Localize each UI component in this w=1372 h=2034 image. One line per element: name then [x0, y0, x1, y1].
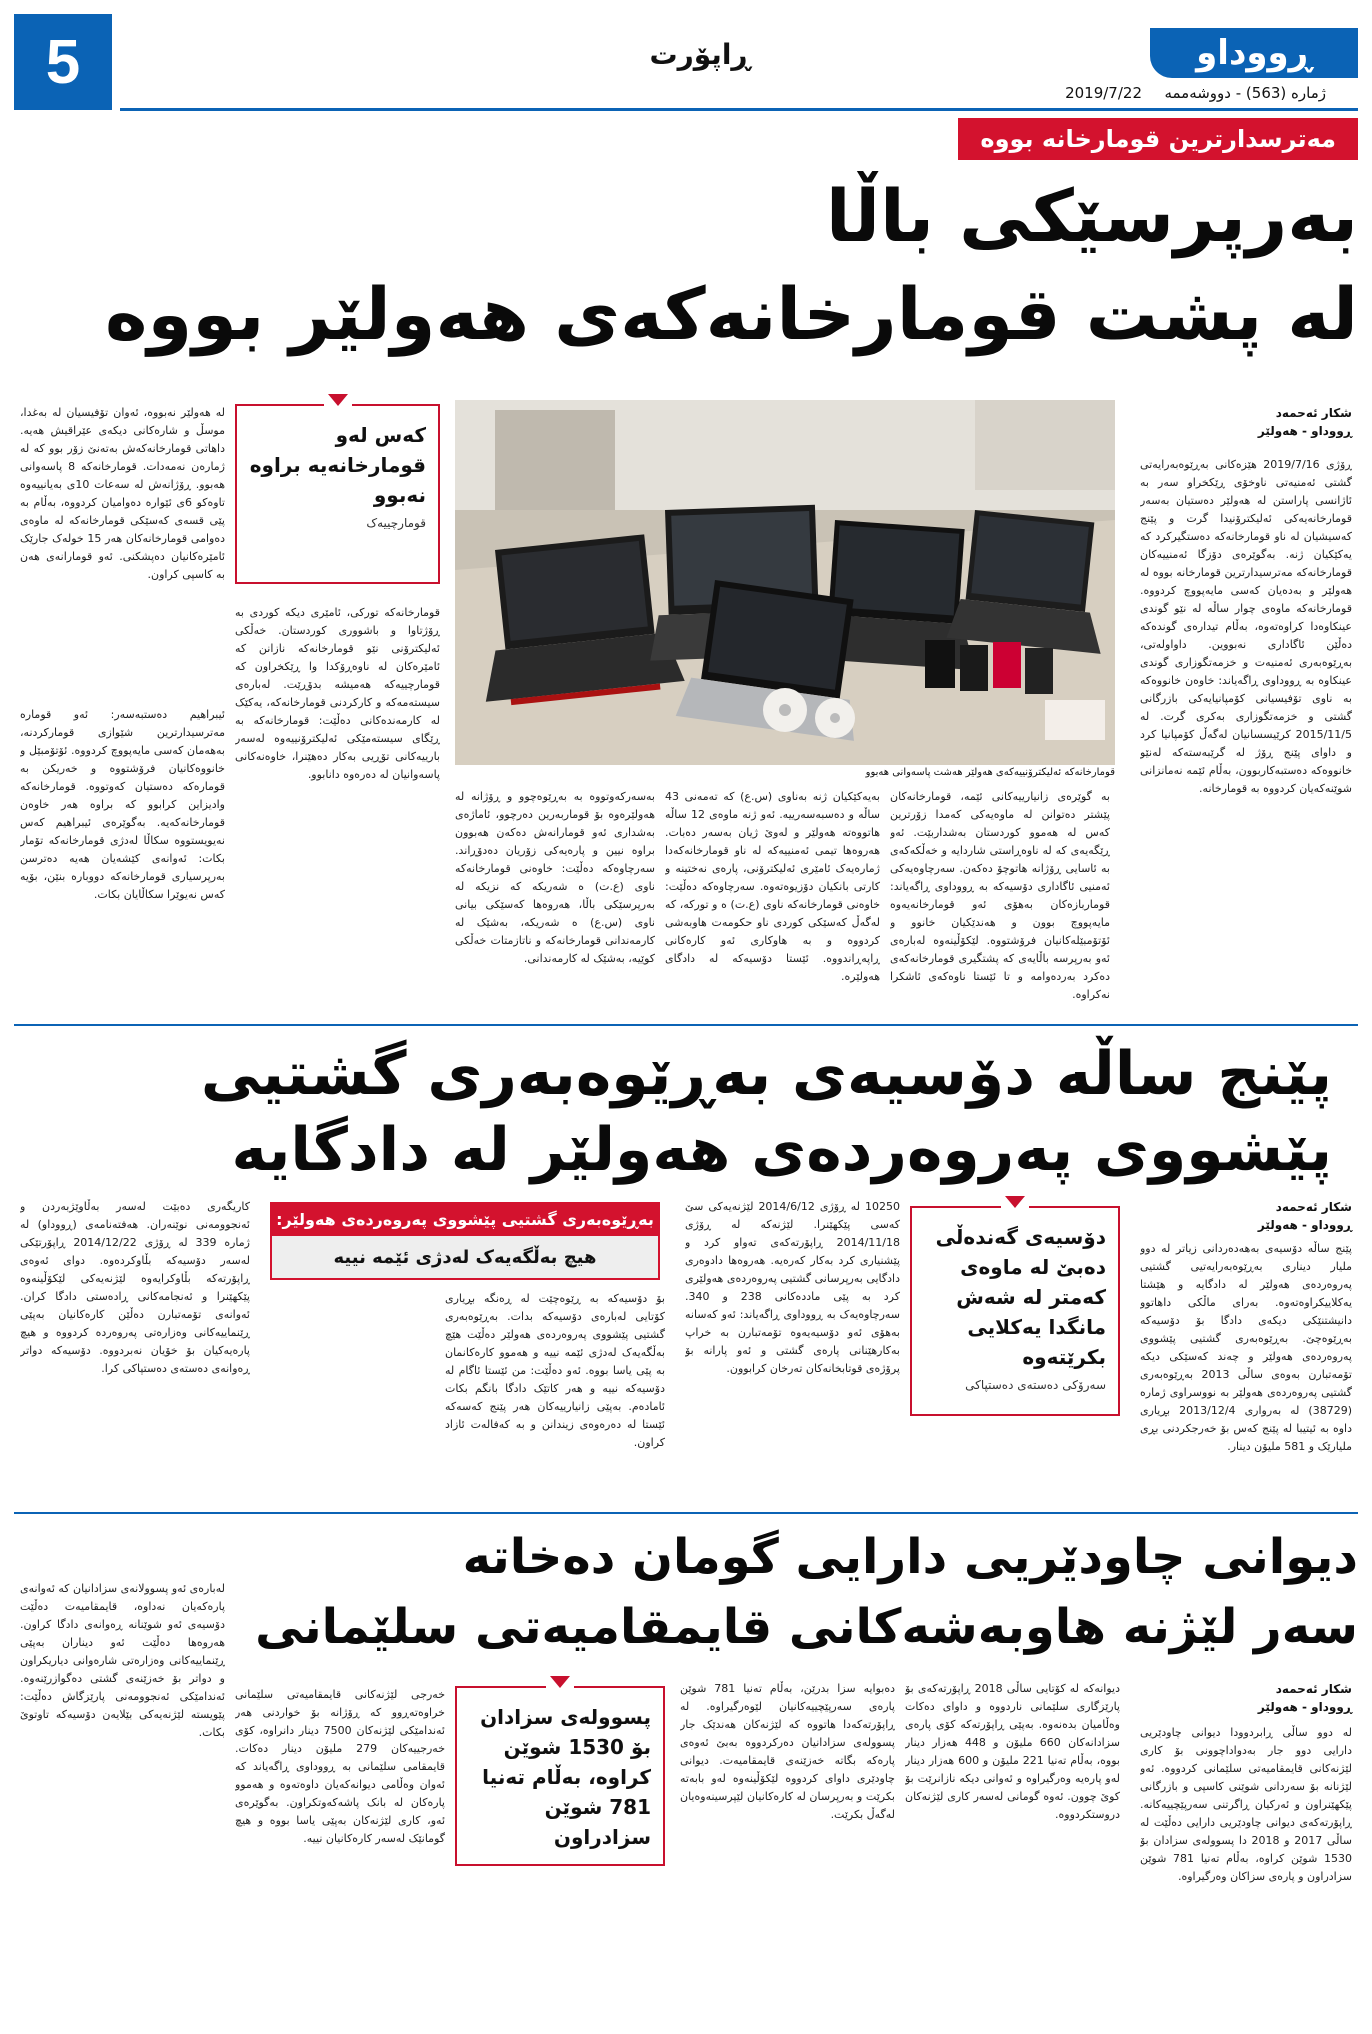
story2-column-3: بۆ دۆسیەکە بە ڕێوەچێت لە ڕەنگە بڕیاری کۆتایی لەبارەی دۆسیەکە بدات. بەڕێوەبەری گشتیی پێشووی پەروەردەی هەولێر دەڵێت هێچ بەڵگەیەک لەدژی ئێمە نییە و هەموو کارەکانمان بە پێی یاسا بووە. ئەو دەڵێت: من ئێستا ئاگام لە دۆسیەکە نییە و هەر کاتێک دادگا بانگم بکات ئامادەم. بەپێی زانیارییەکان هەر پێنج کەسەکە ئێستا لە دەرەوەی زیندانن و بە کەفالەت ئازاد کراون.: [445, 1292, 665, 1449]
story2-byline: [1152, 1198, 1352, 1234]
story2-pullquote: [910, 1206, 1120, 1416]
story1-column-5: قومارخانەکە تورکی، ئامێری دیکە کوردی بە ڕۆژتاوا و باشووری کوردستان. خەڵکی ئەلیکترۆنی نێو قومارخانەکە نازانن کە ئامێرەکان لە ناوەڕۆکدا وا ڕێکخراون کە قومارچییەکە هەمیشە بدۆڕێت. لەبارەی سیستەمەکە و کارکردنی قومارخانەکە، یەکێک لە کارمەندەکانی دەڵێت: قومارخانەکە بە ڕێگای سیستەمێکی ئەلیکترۆنییەوە لەسەر بارییەکانی تۆڕیی بەکار دەهێنرا، خاوەنەکانی پاسەوانیان لە دەرەوە دانابوو.: [235, 606, 440, 781]
pullquote-text: دۆسیەی گەندەڵی دەبێ لە ماوەی کەمتر لە شەش مانگدا یەکلایی بکرێتەوە: [935, 1225, 1106, 1369]
story2-column-1: پێنج ساڵە دۆسیەی بەهەدەردانی زیاتر لە دوو ملیار دیناری بەڕێوەبەرایەتیی گشتیی پەروەردەی هەولێر لە دادگایە و هێشتا یەکلاییکراوەتەوە. بەرای ماڵکی داهاتوو دانیشتنێکی دیکەی دادگا بۆ دۆسیەکە بەڕێوەچێ. بەڕێوەبەری گشتیی پێشووی پەروەردەی هەولێر و چەند کەسێکی دیکە تۆمەتبارن بەوەی ساڵی 2013 بەڕێوەبەری گشتیی پەروەردەی هەولێر بە نووسراوی ژمارە (38729) لە بەرواری 2013/12/4 بڕیاری داوە بە ئیتیبا لە پێنج کەس بۆ خەرجکردنی بڕی ملیارێک و 581 ملیۆن دینار.: [1140, 1242, 1352, 1453]
story3-headline-line2: سەر لێژنە هاوبەشەکانی قایمقامیەتی سلێمانی: [255, 1599, 1358, 1655]
issue-date: 2019/7/22: [1065, 84, 1142, 102]
page-number: 5: [14, 14, 112, 110]
chevron-down-icon: [546, 1674, 574, 1696]
story3-column-4: خەرجی لێژنەکانی قایمقامیەتی سلێمانی خراوەتەڕوو کە ڕۆژانە بۆ خواردنی هەر ئەندامێکی لێژنەکان 7500 دینار دانراوە، کۆی خەرجییەکان 279 ملیۆن دینار دەکات. قایمقامی سلێمانی بە ڕووداوی ڕاگەیاند کە ئەوان وەڵامی دیوانەکەیان داوەتەوە و هەموو پارەکان لە بانک پاشەکەوتکراون. بەگوێرەی ئەو، کاری لێژنەکان بەپێی یاسا بووە و هیچ گومانێک لەسەر کارەکانیان نییە.: [235, 1688, 445, 1845]
story3-byline: [1152, 1680, 1352, 1716]
pullquote-source: قومارچییەک: [366, 516, 426, 530]
story1-kicker: مەترسدارترین قومارخانە بووە: [958, 118, 1358, 160]
story1-byline: [1152, 404, 1352, 440]
story2-column-4: کاریگەری دەبێت لەسەر بەڵاوێژبەردن و ئەنجوومەنی نوێنەران. هەفتەنامەی (ڕووداو) لە ژمارە 339 لە ڕۆژی 2014/12/22 ڕاپۆرتێکی لەسەر دۆسیەکە بڵاوکردەوە. دوای ئەوەی ڕاپۆرتەکە بڵاوکرایەوە لێژنەیەکی لێکۆڵینەوە پێکهێنرا و ئەنجامەکانی ڕادەستی دادگا کران. ئەوانەی تۆمەتبارن دەڵێن کارەکانیان بەپێی ڕێنماییەکانی وەزارەتی پەروەردە کردووە و هیچ پارەیەکیان بۆ خۆیان نەبردووە. دۆسیەکە دواتر ڕەوانەی دەستەی دەستپاکی کرا.: [20, 1200, 250, 1375]
byline-place: ڕووداو - هەولێر: [1257, 1218, 1352, 1232]
story3-column-5: لەبارەی ئەو پسوولانەی سزادانیان کە ئەوانەی پارەکەیان نەداوە، قایمقامیەت دەڵێت دۆسیەی ئەو شوێنانە ڕەوانەی دادگا کراون. هەروەها دەڵێت ئەو دیناران بەپێی ڕێنماییەکانی وەزارەتی شارەوانی دیاریکراون و دواتر بۆ خەزێنەی گشتی دەگوازرێنەوە. ئەندامێکی ئەنجوومەنی پارێزگاش دەڵێت: پێویستە لێژنەیەکی بێلایەن دۆسیەکە تاوتوێ بکات.: [20, 1582, 225, 1739]
story1-column-7: ئیبراهیم دەستبەسەر: ئەو قومارە مەترسیدارترین شێوازی قومارکردنە، بەهەمان کەسی مایەپووچ کردووە. ئۆتۆمبێل و خانووەکانیان فرۆشتووە و خەریکن بە قومارەکە دەستیان کەوتووە. قومارخانەکە وادیزاین کرابوو کە براوە هەر خاوەن قومارخانەکەیە. بەگوێرەی ئیبراهیم کەس نەیویستووە سکاڵا لەدژی قومارخانەکە تۆمار بکات: ئەوانەی کێشەیان هەیە دەترسن بەرپرسیاری قومارخانەکە دووبارە بنێن، بۆیە کەس نەیوێرا سکاڵایان بکات.: [20, 708, 225, 901]
story2-kicker: بەڕێوەبەری گشتیی پێشووی پەروەردەی هەولێر:: [270, 1202, 660, 1236]
story1-column-6: لە هەولێر نەبووە، ئەوان تۆفیسیان لە بەغدا، موسڵ و شارەکانی دیکەی عێراقیش هەیە. داهاتی قومارخانەکەش بەتەنێ زۆر بوو کە لە ژمارەن نەمەدات. قومارخانەکە 8 پاسەوانی هەبوو. ڕۆژانەش لە سەعات 10ی بەیانییەوە تاوەکو 6ی ئێوارە دەوامیان کردووە، بەڵام بە پێی قسەی کەسێکی قومارخانەکە لە ماوەی دەوامی قومارخانەکان هەر 15 خولەک جارێک ئامێرەکانیان دەپشکنی. ئەو قومارانەی هەن بە کاسپی کراون.: [20, 406, 225, 581]
issue-number: ژمارە (563) - دووشەممە: [1164, 84, 1326, 102]
byline-name: شکار ئەحمەد: [1275, 1682, 1352, 1696]
story-divider: [14, 1512, 1358, 1514]
photo-caption: قومارخانەکە ئەلیکترۆنییەکەی هەولێر هەشت پاسەوانی هەبوو: [865, 767, 1115, 778]
story3-column-2: دیوانەکە لە کۆتایی ساڵی 2018 ڕاپۆرتەکەی بۆ پارێزگاری سلێمانی ناردووە و داوای دەکات وەڵامیان بدەنەوە. بەپێی ڕاپۆرتەکە کۆی پارەی سزادانەکان 660 ملیۆن و 448 هەزار دینار بووە، بەڵام تەنیا 221 ملیۆن و 600 هەزار دینار لەو پارەیە وەرگیراوە و ئەوانی دیکە نازانرێت بۆ کوێ چوون. ئەوە گومانی لەسەر کاری لێژنەکان دروستکردووە.: [905, 1682, 1120, 1821]
section-title: ڕاپۆرت: [649, 38, 751, 71]
story1-column-1: ڕۆژی 2019/7/16 هێزەکانی بەڕێوەبەرایەتی گشتی ئەمنیەتی ناوخۆی ڕێکخراو سەر بە ئاژانسی پاراستن لە هەولێر دەستیان بەسەر قومارخانەیەکی ئەلیکترۆنیدا گرت و پێنج کەسیشیان لە ناو قومارخانەکە دەستگیرکرد کە یەکێکیان ژنە. بەگوێرەی دۆزگا ئەمنییەکان قومارخانەکە مەترسیدارترین قومارخانە بووە لە هەولێر و بەدەیان کەسی مایەپووچ کردووە. قومارخانەکە ماوەی چوار ساڵە لە نێو گوندی عینکاوەدا کراوەتەوە، بەڵام تیدارەی گوندەکە دەڵێن ئاگاداری نەبووین. داواولەتی، بەڕێوەبەری ئەمنیەت و خزمەتگوزاری گوندی عینکاوە بە ڕووداوی ڕاگەیاند: خاوەن خانووەکە بە ناوی تۆفیسیانی کۆمپانیایەکی بازرگانی گشتی و خزمەتگوزاری بەکری گرت. لە 2015/11/5 کرێیسسانیان لەگەڵ کۆمپانیا کرد و داوای پێنج ڕۆژ لە گرێبەستەکە لەنێو خانووەکە دەستبەکاربوون، بەڵام ئێمە نەمانزانی شوێنەکەیان کردووە بە قومارخانە.: [1140, 458, 1352, 795]
laptops-photo-illustration: [455, 400, 1115, 765]
byline-place: ڕووداو - هەولێر: [1257, 424, 1352, 438]
story3-column-1: لە دوو ساڵی ڕابردوودا دیوانی چاودێریی دارایی دوو جار بەدواداچوونی بۆ کاری لێژنەکانی قایمقامیەتی سلێمانی کردووە. ئەو لێژنانە بۆ سەردانی شوێنی کاسپی و بازرگانی پێکهێنراون و ئەرکیان ڕاگرتنی سەرپێچییەکانە. ڕاپۆرتەکەی دیوانی چاودێریی دارایی دەڵێت لە ساڵی 2017 و 2018 دا پسوولەی سزادان بۆ 1530 شوێن کراوە، بەڵام تەنیا 781 شوێن سزادراون و پارەی سزاکان وەرگیراوە.: [1140, 1726, 1352, 1883]
logo-text: ڕووداو: [1196, 33, 1312, 73]
story3-headline-line1: دیوانی چاودێریی دارایی گومان دەخاتە: [462, 1529, 1358, 1585]
story3-pullquote: [455, 1686, 665, 1866]
pullquote-source: سەرۆکی دەستەی دەستپاکی: [965, 1378, 1106, 1392]
pullquote-text: کەس لەو قومارخانەیە براوە نەبوو: [249, 423, 426, 507]
story1-headline-line2: لە پشت قومارخانەکەی هەولێر بووە: [105, 272, 1358, 356]
chevron-down-icon: [1001, 1194, 1029, 1216]
byline-name: شکار ئەحمەد: [1275, 406, 1352, 420]
story2-subhead: هیچ بەڵگەیەک لەدژی ئێمە نییە: [270, 1236, 660, 1280]
byline-place: ڕووداو - هەولێر: [1257, 1700, 1352, 1714]
story3-column-3: دەبوایە سزا بدرێن، بەڵام تەنیا 781 شوێن پارەی سەرپێچییەکانیان لێوەرگیراوە. لە ڕاپۆرتەکەدا هاتووە کە لێژنەکان هەندێک جار پسوولەی سزادانیان دەرکردووە بەبێ ئەوەی پارەکە بگاتە خەزێنەی قایمقامیەت. دیوانی چاودێری داوای کردووە لێکۆڵینەوە لەو بابەتە بکرێت و بەرپرسان لە کارەکانیان لێپرسینەوەیان لەگەڵ بکرێت.: [680, 1682, 895, 1821]
story1-column-3: بەیەکێکیان ژنە بەناوی (س.ع) کە تەمەنی 43 ساڵە و دەسبەسەرییە. ئەو ژنە ماوەی 12 ساڵە هاتووەتە هەولێر و لەوێ ژیان بەسەر دەبات. هەروەها تیمی ئەمنییەکە لە ناو قومارخانەکەدا ژمارەیەک ئامێری ئەلیکترۆنی، پارەی نەختینە و کارتی بانکیان دۆزیوەتەوە. سەرچاوەکە دەڵێت: خاوەنی قومارخانەکە ناوی (ع.ت) ە و تورکە، کە لەگەڵ کەسێکی کوردی ناو حکومەت هاوبەشی کردووە و بە هاوکاری ئەو کارەکانی ڕاپەڕاندووە. ئێستا دۆسیەکە لە دادگای هەولێرە.: [665, 790, 880, 983]
story2-headline-line1: پێنج ساڵە دۆسیەی بەڕێوەبەری گشتیی: [200, 1039, 1332, 1109]
story2-column-2: 10250 لە ڕۆژی 2014/6/12 لێژنەیەکی سێ کەسی پێکهێنرا. لێژنەکە لە ڕۆژی 2014/11/18 ڕاپۆرتەکەی تەواو کرد و پێشنیاری کرد بەکار کەرەیە. هەروەها دادوەری دادگایی بەرپرسانی گشتیی پەروەردەی هەولێری کرد بە پێی ماددەکانی 238 و 340. سەرچاوەیەک بە ڕووداوی ڕاگەیاند: ئەو کەسانە بەهۆی ئەو دۆسیەیەوە تۆمەتبارن بە خراپ بەکارهێنانی پارەی گشتی و ئەو پارانە بۆ پرۆژەی قوتابخانەکان تەرخان کرابوون.: [685, 1200, 900, 1375]
story1-photo: [455, 400, 1115, 765]
pullquote-text: پسوولەی سزادان بۆ 1530 شوێن کراوە، بەڵام تەنیا 781 شوێن سزادراون: [480, 1705, 651, 1849]
story1-headline-line1: بەرپرسێکی باڵا: [825, 174, 1358, 258]
header-rule: [120, 108, 1358, 111]
story2-headline-line2: پێشووی پەروەردەی هەولێر لە دادگایە: [231, 1115, 1332, 1185]
story1-column-4: بەسەرکەوتووە بە بەڕێوەچوو و ڕۆژانە لە هەولێرەوە بۆ قوماربەرین دەرچوو، ئاماژەی بەشداری ئەو قومارانەش دەکەن هەبوون براوە نیین و پارەیەکی زۆریان دەدۆڕاند. سەرچاوەکە دەڵێت: خاوەنی قومارخانەکە ناوی (ع.ت) ە شەریکە کە نزیکە لە بەرپرسێکی باڵا، هەروەها کەسێکی بیانی ناوی (س.ع) ە شەریکە، بەشێک لە کارمەندانی قومارخانەکە و ناتازمتات خەڵکی کوێیە، بەشێک لە کارمەندانی.: [455, 790, 655, 965]
story1-column-2: بە گوێرەی زانیارییەکانی ئێمە، قومارخانەکان پێشتر دەتوانن لە ماوەیەکی کەمدا زۆرترین کەس لە هەموو کوردستان بەشداربێت. ئەو ڕێگەیەی کە لە ناوەڕاستی شاردایە و خەڵکەکەی بە ئاسایی ڕۆژانە هاتوچۆ دەکەن. سەرچاوەیەکی ئەمنیی ئاگاداری دۆسیەکە بە ڕووداوی ڕاگەیاند: قوماربازەکان بەهۆی ئەو قومارخانەیەوە مایەپووچ بوون و هەندێکیان خانوو و ئۆتۆمبێلەکانیان فرۆشتووە. لێکۆڵینەوە لەبارەی ئەو بەرپرسە باڵایەی کە پشتگیری قومارخانەکەی دەکرد بەردەوامە و تا ئێستا ناوەکەی ئاشکرا نەکراوە.: [890, 790, 1110, 1001]
story-divider: [14, 1024, 1358, 1026]
rudaw-logo: [1150, 28, 1358, 78]
story1-pullquote: [235, 404, 440, 584]
chevron-down-icon: [324, 392, 352, 414]
byline-name: شکار ئەحمەد: [1275, 1200, 1352, 1214]
